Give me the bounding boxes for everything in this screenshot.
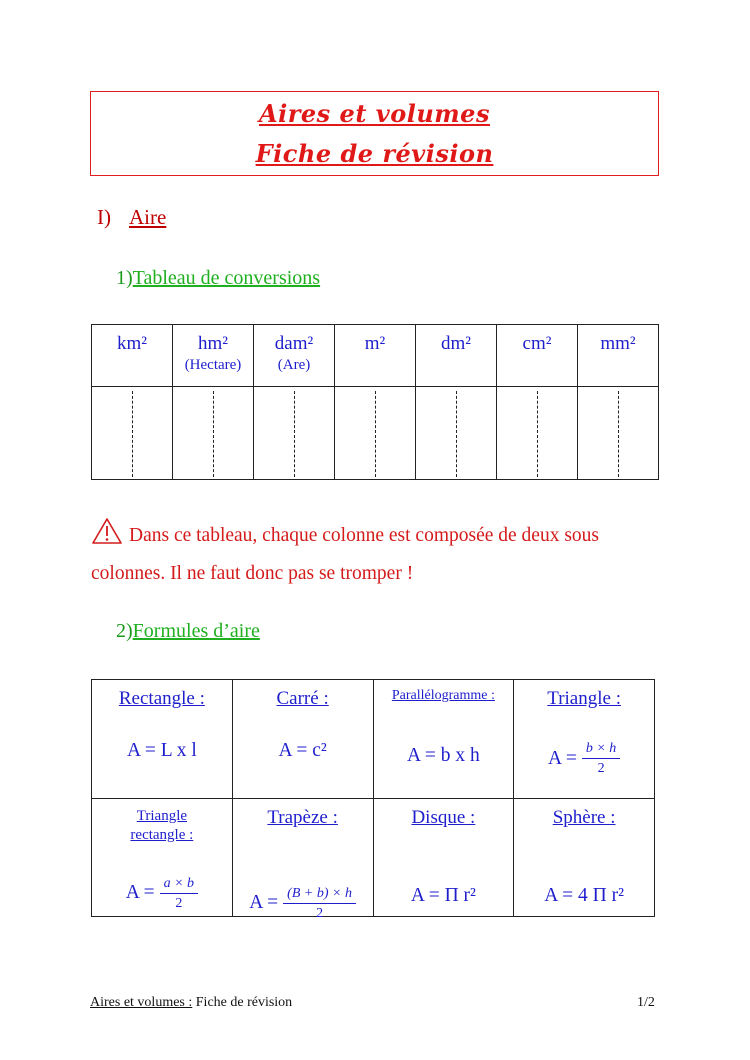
- formula-cell-triangle-rectangle: [92, 798, 233, 917]
- formula-row: [92, 798, 655, 917]
- section-aire-heading: [97, 205, 166, 230]
- footer-document-title: [90, 995, 292, 1011]
- shape-name: Carré :: [276, 688, 329, 709]
- subsection-label: Formules d’aire: [132, 620, 260, 642]
- unit-alt-label: (Are): [277, 357, 311, 373]
- formula-text: A = c²: [278, 740, 327, 761]
- conversion-header-row: [92, 325, 659, 387]
- sub-column-divider: [456, 391, 457, 477]
- fraction: [582, 740, 620, 777]
- shape-name: Parallélogramme :: [391, 688, 495, 703]
- formula-prefix: A =: [249, 892, 279, 913]
- formula-text: A = L x l: [126, 740, 197, 761]
- shape-name-line1: Triangle: [136, 807, 188, 824]
- denominator: 2: [316, 905, 324, 921]
- shape-name: Trapèze :: [267, 806, 338, 828]
- sub-column-cell: [497, 387, 578, 480]
- warning-triangle-icon: [91, 517, 123, 545]
- sub-column-divider: [537, 391, 538, 477]
- unit-cell: [92, 325, 173, 387]
- formula-prefix: A =: [547, 747, 577, 769]
- shape-name: Disque :: [411, 806, 476, 828]
- numerator: (B + b) × h: [283, 885, 356, 904]
- shape-name: Triangle :: [547, 688, 621, 709]
- unit-label: dam²: [274, 333, 314, 354]
- conversion-body-row: [92, 387, 659, 480]
- formula-cell-rectangle: [92, 680, 233, 799]
- unit-cell: [254, 325, 335, 387]
- formula-text: A = Π r²: [410, 884, 476, 906]
- sub-column-cell: [254, 387, 335, 480]
- fraction: [283, 885, 356, 922]
- subsection-formules-heading: [116, 620, 260, 643]
- section-label: Aire: [129, 205, 167, 229]
- page-subtitle: Fiche de révision: [255, 139, 494, 168]
- sub-column-divider: [375, 391, 376, 477]
- subsection-label: Tableau de conversions: [132, 267, 321, 289]
- page-number: 1/2: [637, 995, 655, 1010]
- subsection-number: 1): [116, 267, 133, 289]
- shape-name: Rectangle :: [118, 688, 205, 709]
- unit-label: m²: [364, 333, 386, 354]
- formula-cell-triangle: [514, 680, 655, 799]
- shape-name-line2: rectangle :: [130, 826, 194, 843]
- section-number: I): [97, 205, 111, 229]
- sub-column-divider: [213, 391, 214, 477]
- sub-column-cell: [335, 387, 416, 480]
- sub-column-cell: [416, 387, 497, 480]
- footer-title: Aires et volumes :: [90, 995, 193, 1010]
- unit-label: hm²: [198, 333, 228, 354]
- formula-cell-parallelogramme: [373, 680, 514, 799]
- formula-prefix: A =: [125, 882, 155, 903]
- page-title: Aires et volumes: [259, 99, 490, 128]
- formula-row: [92, 680, 655, 799]
- formula-fraction: [233, 885, 373, 922]
- warning-text: Dans ce tableau, chaque colonne est composée de deux sous colonnes. Il ne faut donc pas se tromper !: [91, 525, 599, 584]
- unit-label: mm²: [600, 333, 636, 354]
- formula-cell-sphere: [514, 798, 655, 917]
- subsection-conversions-heading: [116, 267, 320, 290]
- formula-fraction: [92, 875, 232, 912]
- denominator: 2: [597, 761, 605, 776]
- sub-column-divider: [132, 391, 133, 477]
- unit-cell: [497, 325, 578, 387]
- formula-text: A = 4 Π r²: [544, 884, 624, 906]
- formula-fraction: [514, 740, 654, 777]
- warning-note: [91, 517, 671, 593]
- unit-label: cm²: [522, 333, 552, 354]
- unit-label: km²: [117, 333, 147, 354]
- numerator: b × h: [582, 740, 620, 759]
- conversion-table: [91, 324, 659, 480]
- fraction: [160, 875, 198, 912]
- sub-column-cell: [92, 387, 173, 480]
- formula-cell-carre: [232, 680, 373, 799]
- sub-column-cell: [578, 387, 659, 480]
- unit-cell: [416, 325, 497, 387]
- unit-cell: [173, 325, 254, 387]
- sub-column-divider: [294, 391, 295, 477]
- unit-alt-label: (Hectare): [184, 357, 242, 373]
- denominator: 2: [175, 895, 183, 911]
- sub-column-divider: [618, 391, 619, 477]
- unit-cell: [578, 325, 659, 387]
- numerator: a × b: [160, 875, 198, 894]
- footer-subtitle: Fiche de révision: [195, 995, 293, 1010]
- sub-column-cell: [173, 387, 254, 480]
- title-box: [90, 91, 659, 176]
- shape-name: Sphère :: [552, 806, 616, 828]
- formula-cell-trapeze: [232, 798, 373, 921]
- subsection-number: 2): [116, 620, 133, 642]
- formula-table: [91, 679, 655, 921]
- formula-text: A = b x h: [406, 745, 480, 766]
- formula-cell-disque: [373, 798, 514, 917]
- unit-cell: [335, 325, 416, 387]
- unit-label: dm²: [441, 333, 471, 354]
